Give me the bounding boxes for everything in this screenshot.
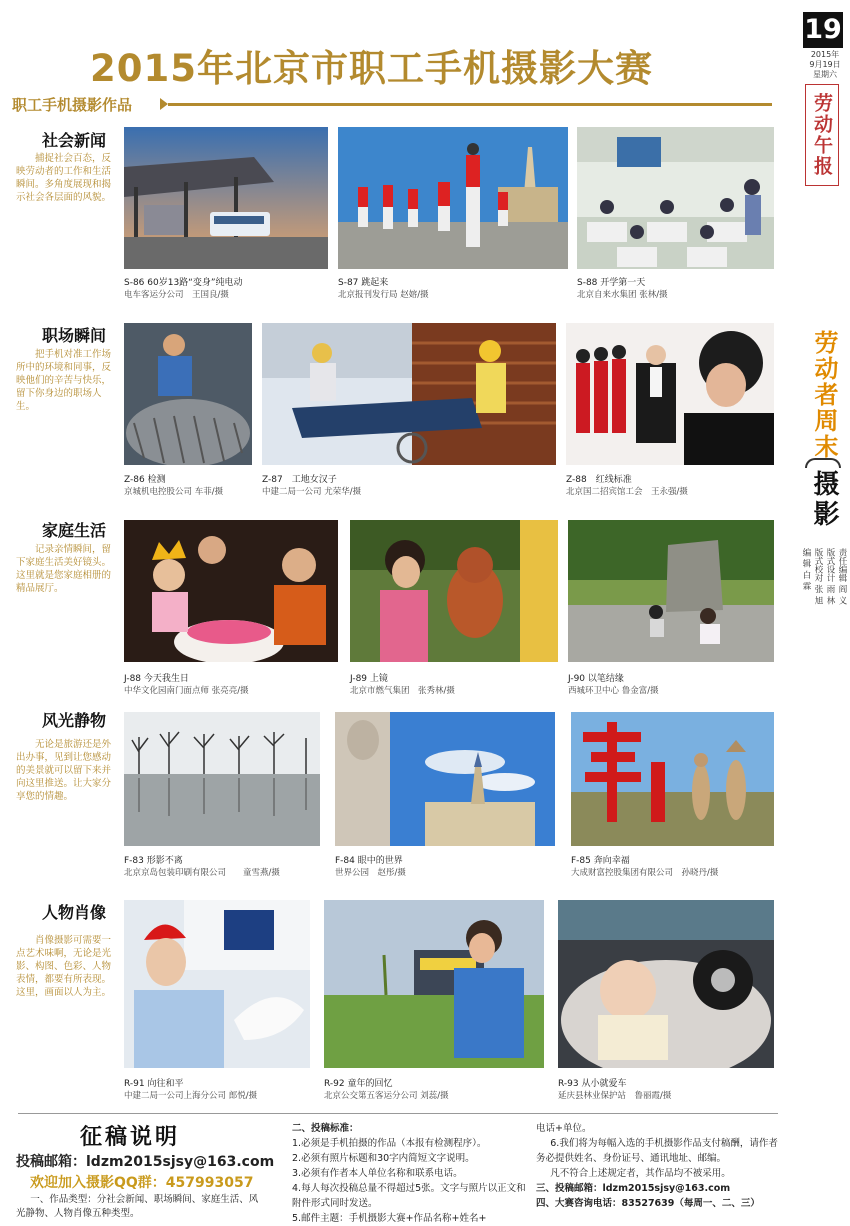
photo-caption: F-85 奔向幸福 [571,856,630,866]
photo-author: 北京自来水集团 张林/摄 [577,290,668,300]
credit-line: 版式设计 雨 林 [825,548,835,605]
newspaper-logo: 劳动午报 [805,84,839,186]
photo-caption: Z-87 工地女汉子 [262,475,337,485]
standard-item-cont: 电话+单位。 [536,1123,592,1134]
photo-caption: S-88 开学第一天 [577,278,646,288]
photo-s87 [338,127,568,269]
photo-author: 世界公园 赵彤/摄 [335,868,406,878]
standard-item: 3.必须有作者本人单位名称和联系电话。 [292,1168,463,1179]
credit-line: 编 辑 白 霖 [801,548,811,591]
photo-author: 大成财富控股集团有限公司 孙晓丹/摄 [571,868,719,878]
standard-item: 5.邮件主题：手机摄影大赛+作品名称+姓名+ [292,1213,487,1224]
photo-z88 [566,323,774,465]
notice-qq: 欢迎加入摄影QQ群：457993057 [30,1175,254,1191]
photo-z86 [124,323,252,465]
photo-f84 [335,712,555,846]
subtitle-rule [168,103,772,106]
photo-author: 京城机电控股公司 车菲/摄 [124,487,224,497]
section-title-family: 家庭生活 [42,521,107,540]
standard-item: 2.必须有照片标题和30字内简短文字说明。 [292,1153,475,1164]
standard-item: 1.必须是手机拍摄的作品（本报有检测程序）。 [292,1138,487,1149]
section-name: 摄影 [809,470,839,530]
photo-caption: S-87 跳起来 [338,278,389,288]
photo-r93 [558,900,774,1068]
notice-category: 一、作品类型：分社会新闻、职场瞬间、家庭生活、风光静物、人物肖像五种类型。 [16,1194,259,1219]
photo-caption: J-90 以笔结缘 [568,674,624,684]
photo-caption: S-86 60岁13路“变身”纯电动 [124,278,243,288]
photo-author: 北京京岛包装印刷有限公司 童雪燕/摄 [124,868,280,878]
photo-caption: F-84 眼中的世界 [335,856,403,866]
photo-caption: Z-88 红线标准 [566,475,632,485]
notice-standards [292,1121,527,1226]
photo-j88 [124,520,338,662]
photo-f83 [124,712,320,846]
photo-caption: Z-86 检测 [124,475,166,485]
notice-email: 投稿邮箱：ldzm2015sjsy@163.com [16,1154,275,1170]
photo-author: 北京市燃气集团 张秀林/摄 [350,686,455,696]
page-number: 19 [803,12,843,48]
section-title-social: 社会新闻 [42,131,107,150]
photo-caption: F-83 形影不离 [124,856,183,866]
credit-line: 责任编辑 阎 义 [837,548,847,605]
section-title-scenery: 风光静物 [42,711,107,730]
photo-author: 中建二局一公司上海分公司 郎悦/摄 [124,1091,258,1101]
photo-caption: J-89 上镜 [350,674,388,684]
standard-rule: 凡不符合上述规定者，其作品均不被采用。 [550,1168,731,1179]
photo-caption: R-91 向往和平 [124,1079,184,1089]
photo-s86 [124,127,328,269]
section-title-workplace: 职场瞬间 [42,326,107,345]
photo-caption: R-92 童年的回忆 [324,1079,393,1089]
photo-author: 电车客运分公司 王国良/摄 [124,290,229,300]
photo-caption: J-88 今天我生日 [124,674,189,684]
notice-email-2: 三、投稿邮箱：ldzm2015sjsy@163.com [536,1183,731,1194]
notice-divider [18,1113,778,1114]
photo-author: 中建二局一公司 尤荣华/摄 [262,487,362,497]
photo-s88 [577,127,774,269]
photo-f85 [571,712,774,846]
date-year: 2015年 [810,50,840,59]
credit-line: 版式校对 张 旭 [813,548,823,605]
standard-item: 4.每人每次投稿总量不得超过5张。文字与照片以正文和附件形式同时发送。 [292,1183,526,1209]
date-day: 9月19日 [809,60,841,69]
section-desc-portrait: 肖像摄影可需要一点艺术味啊，无论是光影、构图、色彩、人物表情，都要有所表现。这里，画面以人为主。 [16,935,112,998]
photo-j89 [350,520,558,662]
photo-r91 [124,900,310,1068]
photo-z87 [262,323,556,465]
photo-author: 北京公交第五客运分公司 刘蕊/摄 [324,1091,449,1101]
photo-j90 [568,520,774,662]
notice-title: 征稿说明 [80,1125,181,1150]
photo-author: 西城环卫中心 鲁金富/摄 [568,686,659,696]
date-weekday: 星期六 [813,70,837,79]
standard-item-6: 6.我们将为每幅入选的手机摄影作品支付稿酬，请作者务必提供姓名、身份证号、通讯地址、邮编。 [536,1138,778,1164]
notice-column-3 [536,1121,786,1211]
standards-title: 二、投稿标准： [292,1123,359,1134]
photo-author: 北京报刊发行局 赵嫆/摄 [338,290,429,300]
section-desc-social: 捕捉社会百态，反映劳动者的工作和生活瞬间。多角度展现和揭示社会各层面的风貌。 [16,153,112,203]
section-desc-workplace: 把手机对准工作场所中的环境和同事，反映他们的辛苦与快乐，留下你身边的职场人生。 [16,349,112,412]
issue-date [803,50,847,80]
editor-credits [796,548,848,668]
photo-author: 延庆县林业保护站 鲁丽霞/摄 [558,1091,672,1101]
photo-r92 [324,900,544,1068]
section-desc-family: 记录亲情瞬间，留下家庭生活美好镜头。这里就是您家庭相册的精品展厅。 [16,544,112,594]
photo-caption: R-93 从小就爱车 [558,1079,627,1089]
section-subtitle: 职工手机摄影作品 [12,96,133,114]
notice-phone: 四、大赛咨询电话：83527639（每周一、二、三） [536,1198,760,1209]
weekly-section-label: 劳动者周末 [810,330,838,460]
page-title: 2015年北京市职工手机摄影大赛 [90,47,653,90]
section-title-portrait: 人物肖像 [42,903,107,922]
bracket-decoration [805,458,841,468]
photo-author: 中华文化园南门面点师 张亮亮/摄 [124,686,249,696]
photo-author: 北京国二招宾馆工会 王永强/摄 [566,487,688,497]
subtitle-arrow [160,98,168,110]
section-desc-scenery: 无论是旅游还是外出办事，见到让您感动的美景就可以留下来并向这里推送。让大家分享您的情趣。 [16,739,112,802]
